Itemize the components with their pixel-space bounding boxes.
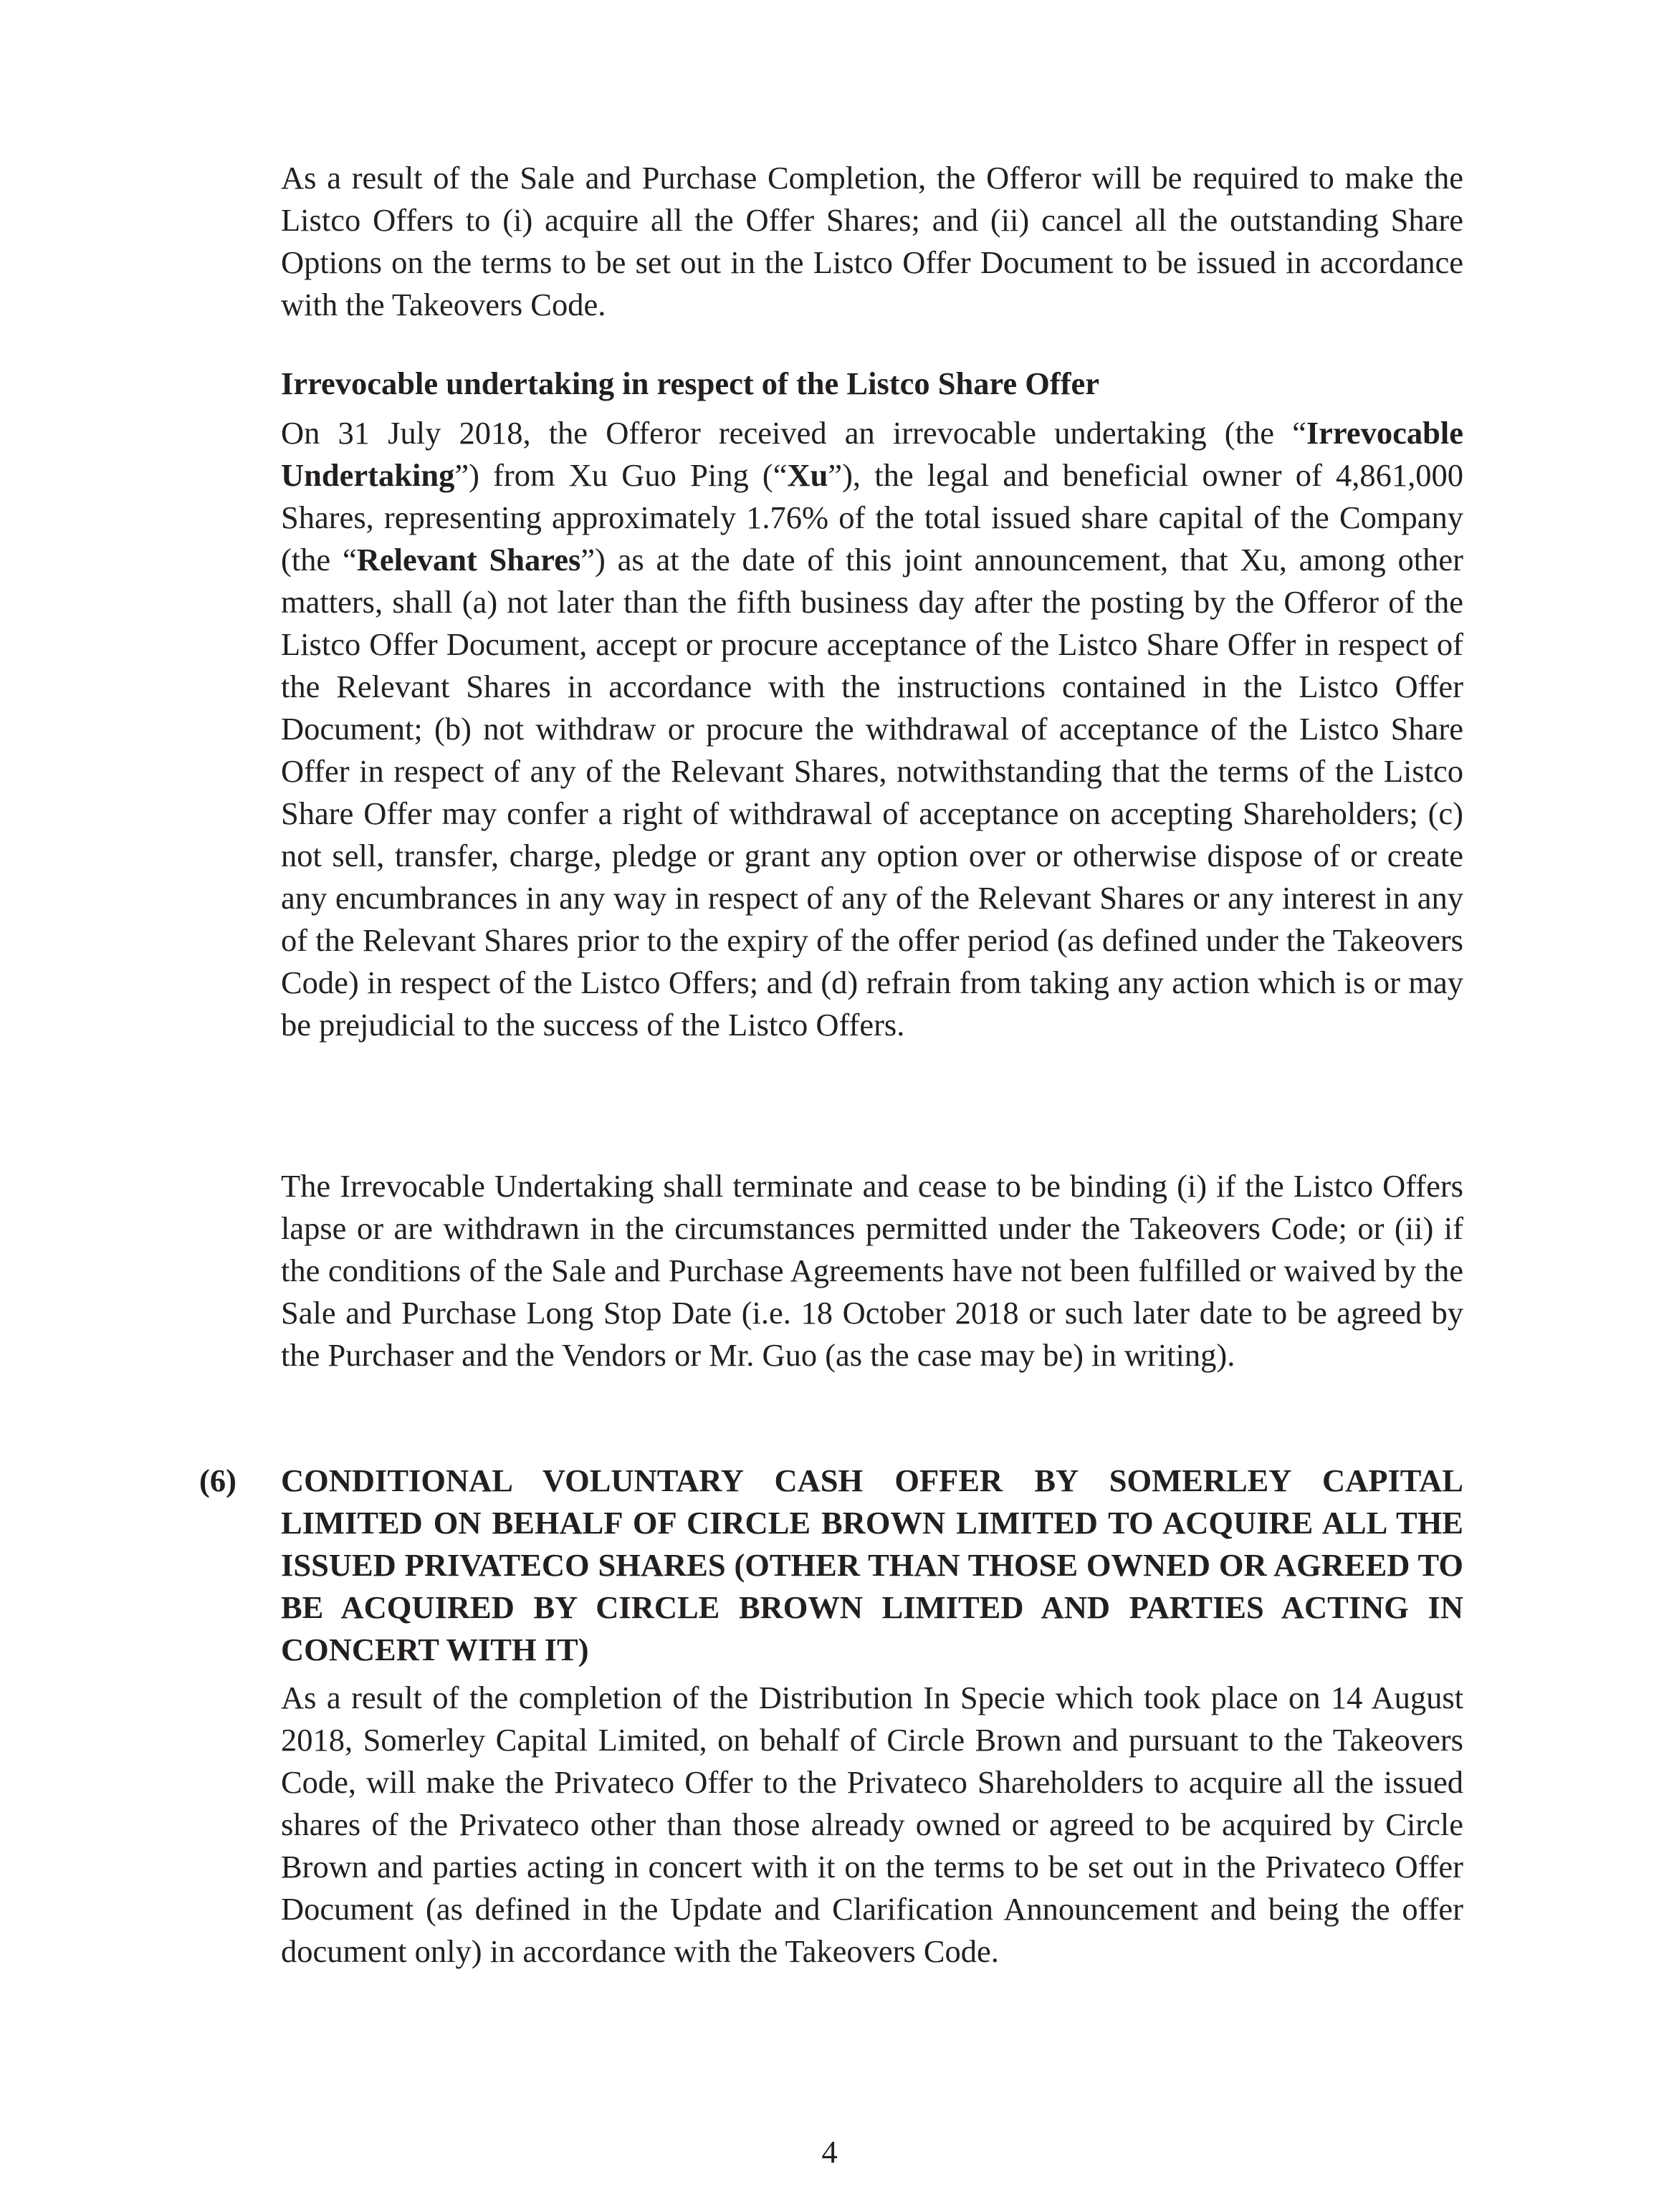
section-number: (6) [199, 1462, 236, 1498]
defined-term-relevant-shares: Relevant Shares [356, 542, 581, 578]
text-run: ”) from Xu Guo Ping (“ [454, 457, 788, 493]
text-run: ”) as at the date of this joint announcement, that Xu, among other matters, shall (a) not later than the fifth business day after the posting by the Offeror of the Listco Offer Document, accept or procure acceptance of the Listco Share Offer in respect of the Relevant Shares in accordance with the instructions contained in the Listco Offer Document; (b) not withdraw or procure the withdrawal of acceptance of the Listco Share Offer in respect of any of the Relevant Shares, notwithstanding that the terms of the Listco Share Offer may confer a right of withdrawal of acceptance on accepting Shareholders; (c) not sell, transfer, charge, pledge or grant any option over or otherwise dispose of or create any encumbrances in any way in respect of any of the Relevant Shares or any interest in any of the Relevant Shares prior to the expiry of the offer period (as defined under the Takeovers Code) in respect of the Listco Offers; and (d) refrain from taking any action which is or may be prejudicial to the success of the Listco Offers. [281, 542, 1463, 1043]
paragraph-privateco-offer: As a result of the completion of the Distribution In Specie which took place on 14 August 2018, Somerley Capital Limited, on behalf of Circle Brown and pursuant to the Takeovers Code, will make the Privateco Offer to the Privateco Shareholders to acquire all the issued shares of the Privateco other than those already owned or agreed to be acquired by Circle Brown and parties acting in concert with it on the terms to be set out in the Privateco Offer Document (as defined in the Update and Clarification Announcement and being the offer document only) in accordance with the Takeovers Code. [281, 1680, 1463, 1969]
text-run: On 31 July 2018, the Offeror received an irrevocable undertaking (the “ [281, 415, 1306, 451]
section-title: CONDITIONAL VOLUNTARY CASH OFFER BY SOMERLEY CAPITAL LIMITED ON BEHALF OF CIRCLE BROWN LIMITED TO ACQUIRE ALL THE ISSUED PRIVATECO SHARES (OTHER THAN THOSE OWNED OR AGREED TO BE ACQUIRED BY CIRCLE BROWN LIMITED AND PARTIES ACTING IN CONCERT WITH IT) [281, 1462, 1463, 1667]
paragraph-termination: The Irrevocable Undertaking shall terminate and cease to be binding (i) if the Listco Offers lapse or are withdrawn in the circumstances permitted under the Takeovers Code; or (ii) if the conditions of the Sale and Purchase Agreements have not been fulfilled or waived by the Sale and Purchase Long Stop Date (i.e. 18 October 2018 or such later date to be agreed by the Purchaser and the Vendors or Mr. Guo (as the case may be) in writing). [281, 1168, 1463, 1373]
defined-term-irrevocable-undertaking: Irrevocable Undertaking [281, 415, 1463, 493]
text-run: ”), the legal and beneficial owner of 4,861,000 Shares, representing approximately 1.76% of the total issued share capital of the Company (the “ [281, 457, 1463, 578]
paragraph-sale-completion: As a result of the Sale and Purchase Completion, the Offeror will be required to make the Listco Offers to (i) acquire all the Offer Shares; and (ii) cancel all the outstanding Share Options on the terms to be set out in the Listco Offer Document to be issued in accordance with the Takeovers Code. [281, 160, 1463, 322]
defined-term-xu: Xu [787, 457, 828, 493]
subheading-irrevocable-undertaking: Irrevocable undertaking in respect of the Listco Share Offer [281, 365, 1100, 401]
page-number: 4 [821, 2134, 838, 2170]
paragraph-irrevocable-undertaking [281, 412, 1463, 1046]
